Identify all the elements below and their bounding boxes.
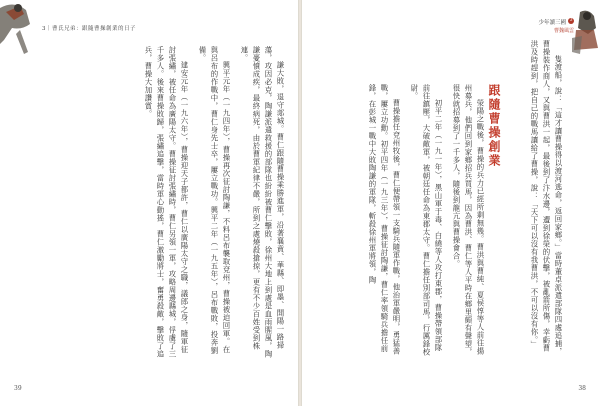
- page-number: 38: [578, 385, 586, 392]
- section-text: [344, 84, 486, 358]
- horseman-illustration-icon: [0, 0, 34, 60]
- series-badge: 3: [569, 18, 573, 23]
- paragraph: 滎陽之戰後，曹操的兵力已經所剩無幾。曹洪與曹純、夏侯惇等人前往揚州募兵，他們回到家鄉招兵買馬，因為曹洪、曹仁等人平時在鄉里頗有聲望，很快就招募到了一千多人，隨後到龍亢與曹操會合。: [452, 84, 485, 356]
- warrior-illustration-icon: [570, 8, 600, 56]
- section-title: 跟隨曹操創業: [487, 84, 501, 168]
- intro-text: [508, 40, 564, 358]
- page-number: 39: [14, 385, 22, 392]
- right-page: [302, 0, 600, 406]
- series-subtitle: 曹魏風雲: [553, 28, 574, 34]
- paragraph: 初平二年（一九一年），黑山軍于毒、白繞等人攻打東郡，曹操帶領部隊前往鎮壓，大破敵軍，被朝廷任命為東郡太守。曹仁擔任別部司馬，行厲鋒校尉。: [410, 84, 443, 356]
- left-page: [0, 0, 298, 406]
- paragraph: 曹操擔任兗州牧後，曹仁便帶領一支騎兵隨軍作戰，他治軍嚴明，勇猛善戰，屢立功勳。初平四年（一九三年），曹操征討陶謙，曹仁率領騎兵擔任前鋒，在彭城一戰中大敗陶謙的軍隊，斬殺徐州軍將領，陶: [368, 84, 401, 355]
- paragraph: 建安元年（一九六年），曹操迎天子都許，曹仁以廣陽太守之職，議郎之身，隨軍征討張繡，被任命為廣陽太守。曹操征討張繡時，曹仁另領一軍，攻略周邊縣城，俘虜了三千多人。後來曹操敗歸，張繡追擊，當時軍心動搖，曹仁激勵將士，奮勇殺敵，擊敗了追兵，曹操大加讚賞。: [144, 46, 189, 358]
- paragraph: 興平元年（一九四年），曹操再次征討陶謙，不料呂布襲取兗州，曹操被迫回軍。在與呂布的作戰中，曹仁身先士卒，屢立戰功。興平二年（一九五年），呂布戰敗，投奔劉備。: [198, 46, 231, 355]
- paragraph: 謙大敗，退守郯城。曹仁跟隨曹操乘勝進軍，沿著襄賁、華縣、即墨、開陽一路掃蕩，攻因必克，陶謙派遣救援的部隊也紛紛被曹仁擊敗，徐州大地上到處是血雨腥風，陶謙憂憤成疾，最終病死，由於曹軍紀律不嚴，所到之處燒殺搶掠，更有不少百姓受到株連。: [240, 46, 285, 358]
- running-header: 3｜曹氏兄弟：跟隨曹操創業的日子: [42, 26, 137, 32]
- series-label: 少年讀三國: [538, 20, 566, 26]
- left-page-text: [40, 46, 286, 358]
- paragraph: 隻渡船，說：「這才讓曹操得以渡河逃命，返回家鄉。」當時董卓派遣部隊四處追捕，曹操裝作商人，又與曹洪一起，最後到了汴水邊，遭到徐榮的伏擊，被亂箭所傷，幸虧曹洪及時趕到，把自己的戰馬讓給了曹操，說：「天下可以沒有我曹洪，不可以沒有你。」: [530, 40, 563, 356]
